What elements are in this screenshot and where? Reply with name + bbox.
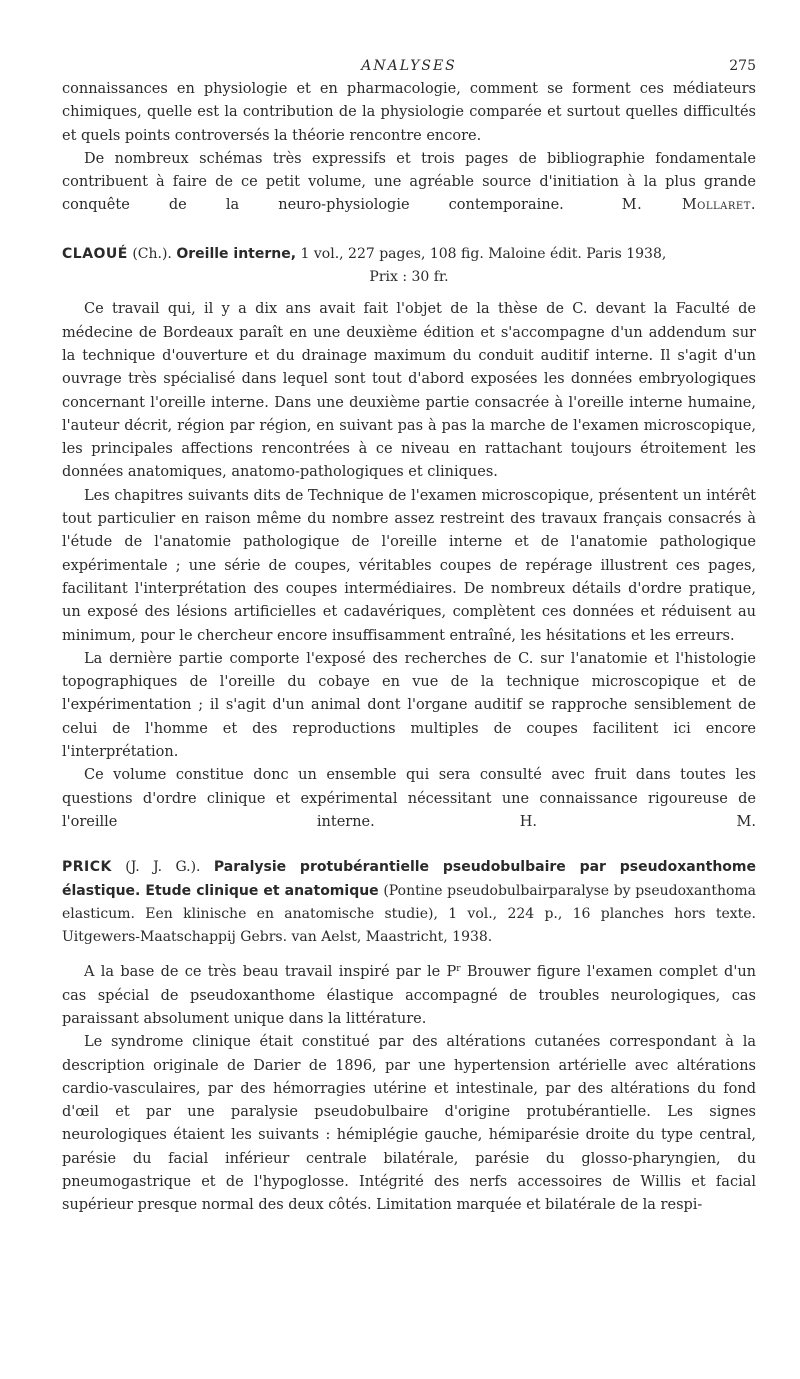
running-title: ANALYSES [361, 58, 457, 74]
review-paragraph: La dernière partie comporte l'exposé des recherches de C. sur l'anatomie et l'histologie topographiques de l'oreille du cobaye en vue de la technique microscopique et de l'expérimentation ; il s'agit d'un animal dont l'organe auditif se rapproche sensiblement de celui de l'homme et des reproductions multiples de coupes facilitent ici encore l'interprétation. [62, 650, 756, 761]
review-paragraph: Le syndrome clinique était constitué par des altérations cutanées correspondant à la description originale de Darier de 1896, par une hypertension artérielle avec altérations cardio-vasculaires, par des hémorragies utérine et intestinale, par des altérations du fond d'œil et par une paralysie pseudobulbaire d'origine protubérantielle. Les signes neurologiques étaient les suivants : hémiplégie gauche, hémiparésie droite du type central, parésie du facial inférieur centrale bilatérale, parésie du glosso-pharyngien, du pneumogastrique et de l'hypoglosse. Intégrité des nerfs accessoires de Willis et facial supérieur presque normal des deux côtés. Limitation marquée et bilatérale de la respi- [62, 1034, 756, 1214]
entry-heading [62, 243, 756, 266]
entry-initials: (Ch.). [132, 245, 172, 262]
entry-author: PRICK [62, 859, 112, 876]
review-paragraph: Ce volume constitue donc un ensemble qui sera consulté avec fruit dans toutes les questions d'ordre clinique et expérimental nécessitant une connaissance rigoureuse de l'oreille interne. H. M. [62, 767, 756, 830]
entry-initials: (J. J. G.). [125, 859, 201, 876]
running-header [62, 56, 756, 78]
entry-title: Oreille interne, [176, 245, 297, 262]
entry-author: CLAOUÉ [62, 245, 128, 262]
entry-title: Paralysie protubérantielle pseudobulbaire par pseudoxanthome élastique. Etude clinique et anatomique [62, 859, 757, 899]
review-paragraph: A la base de ce très beau travail inspiré par le $P^r$ Brouwer figure l'examen complet d'un cas spécial de pseudoxanthome élastique accompagné de troubles neurologiques, cas paraissant absolument unique dans la littérature. [62, 964, 756, 1027]
review-continuation [62, 78, 756, 218]
entry-price: Prix : 30 fr. [369, 269, 449, 286]
entry-details: 1 vol., 227 pages, 108 fig. Maloine édit. Paris 1938, [300, 245, 667, 262]
review-paragraph: Les chapitres suivants dits de Technique de l'examen microscopique, présentent un intérêt tout particulier en raison même du nombre assez restreint des travaux français consacrés à l'étude de l'anatomie pathologique de l'oreille interne et de l'anatomie pathologique expérimentale ; une série de coupes, véritables coupes de repérage illustrent ces pages, facilitant l'interprétation des coupes intermédiaires. De nombreux détails d'ordre pratique, un exposé des lésions artificielles et cadavériques, complètent ces données et réduisent au minimum, pour le chercheur encore insuffisamment entraîné, les hésitations et les erreurs. [62, 487, 756, 644]
reviewer-signature: H. M. [519, 813, 756, 830]
review-paragraph: Ce travail qui, il y a dix ans avait fait l'objet de la thèse de C. devant la Faculté de médecine de Bordeaux paraît en une deuxième édition et s'accompagne d'un addendum sur la technique d'ouverture et du drainage maximum du conduit auditif interne. Il s'agit d'un ouvrage très spécialisé dans lequel sont tout d'abord exposées les données embryologiques concernant l'oreille interne. Dans une deuxième partie consacrée à l'oreille interne humaine, l'auteur décrit, région par région, en suivant pas à pas la marche de l'examen microscopique, les principales affections rencontrées à ce niveau en rattachant toujours étroitement les données anatomiques, anatomo-pathologiques et cliniques. [62, 301, 756, 481]
page-number: 275 [729, 58, 756, 74]
review-entry-prick [62, 856, 756, 1217]
entry-details: (Pontine pseudobulbairparalyse by pseudoxanthoma elasticum. Een klinische en anatomische studie), 1 vol., 224 p., 16 planches hors texte. Uitgewers-Maatschappij Gebrs. van Aelst, Maastricht, 1938. [62, 882, 757, 946]
journal-page [62, 0, 756, 1218]
entry-heading [62, 856, 756, 949]
review-entry-claoue [62, 243, 756, 834]
review-paragraph: connaissances en physiologie et en pharmacologie, comment se forment ces médiateurs chimiques, quelle est la contribution de la physiologie comparée et surtout quelles difficultés et quels points controversés la théorie rencontre encore. [62, 81, 756, 144]
review-paragraph: De nombreux schémas très expressifs et trois pages de bibliographie fondamentale contribuent à faire de ce petit volume, une agréable source d'initiation à la plus grande conquête de la neuro-physiologie contemporaine. M. Mollaret. [62, 150, 756, 214]
reviewer-signature: M. Mollaret. [621, 197, 756, 214]
